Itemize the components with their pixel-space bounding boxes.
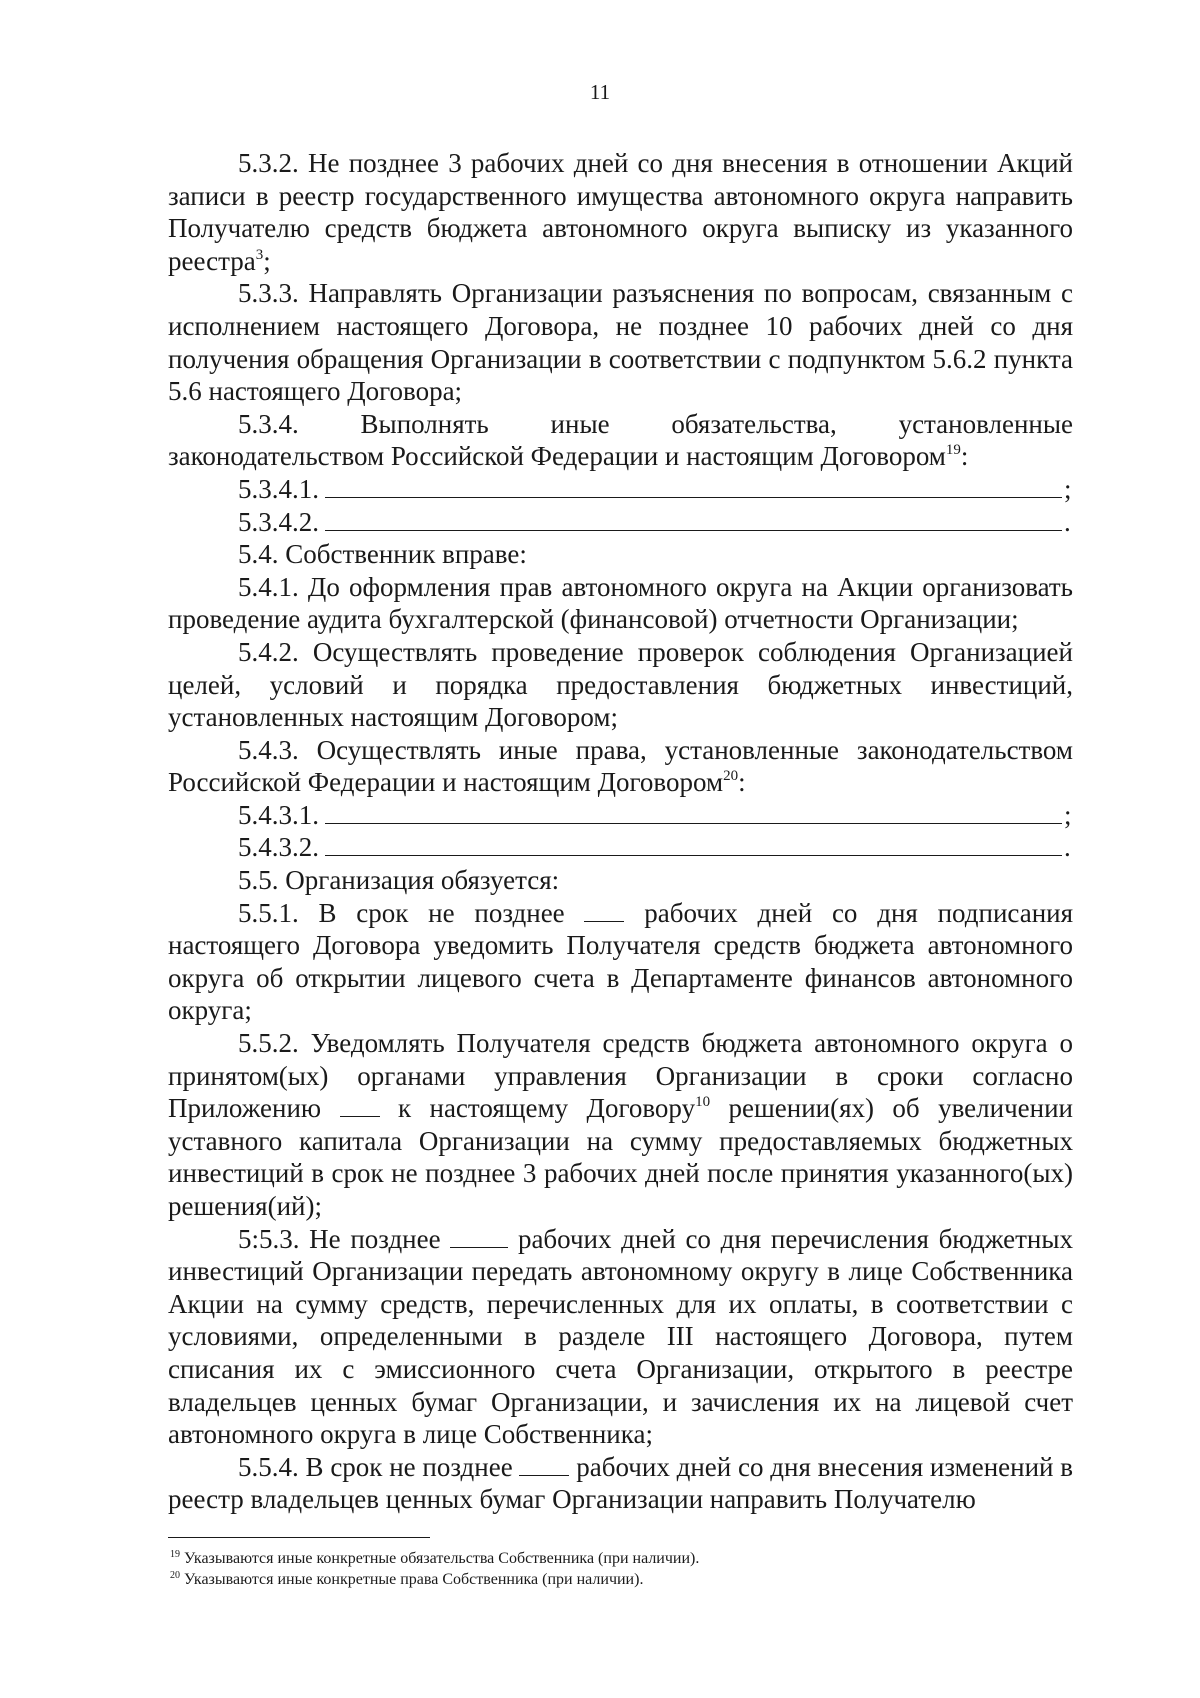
paragraph-5-5: 5.5. Организация обязуется: [238,865,560,896]
paragraph-text: 5:5.3. Не позднее [238,1223,441,1254]
blank-line [584,901,624,922]
paragraph-5-4-1: 5.4.1. До оформления прав автономного округа на Акции организовать проведение аудита бухгалтерской (финансовой) отчетности Организации; [168,571,1073,635]
footnote-ref: 3 [255,246,264,263]
paragraph-5-3-2 [168,147,1073,277]
punctuation: : [960,441,969,472]
paragraph-text: 5.4.3. Осуществлять иные права, установленные законодательством Российской Федерации и настоящим Договором [168,734,1073,798]
punctuation: ; [1064,799,1072,830]
paragraph-text: 5.5.2. Уведомлять Получателя средств бюджета автономного округа о принятом(ых) органами управления Организации в сроки согласно Приложению [168,1028,1073,1124]
footnote-20 [170,1569,1070,1590]
paragraph-text: рабочих дней со дня подписания настоящего Договора уведомить Получателя средств бюджета автономного округа об открытии лицевого счета в Департаменте финансов автономного округа; [168,897,1074,1026]
paragraph-5-4-3 [168,734,1073,799]
paragraph-text: к настоящему Договору [397,1093,696,1124]
paragraph-text: рабочих дней со дня перечисления бюджетных инвестиций Организации передать автономному округу в лице Собственника Акции на сумму средств, перечисленных для их оплаты, в соответствии с условиями, определенными в разделе III настоящего Договора, путем списания их с эмиссионного счета Организации, открытого в реестре владельцев ценных бумаг Организации, и зачисления их на лицевой счет автономного округа в лице Собственника; [168,1223,1074,1450]
document-body [168,147,1073,1516]
footnotes [170,1548,1070,1590]
punctuation: . [1064,832,1071,863]
footnote-text: Указываются иные конкретные обязательства Собственника (при наличии). [184,1550,700,1567]
item-number: 5.4.3.1. [238,799,319,830]
fill-line-5-4-3-1 [168,799,1073,832]
paragraph-text: 5.5.4. В срок не позднее [238,1451,513,1482]
footnote-ref: 10 [695,1094,711,1111]
blank-line [325,833,1062,856]
footnote-number: 20 [170,1570,180,1581]
paragraph-text: рабочих дней со дня внесения изменений в реестр владельцев ценных бумаг Организации направить Получателю [168,1451,1074,1515]
punctuation: ; [1064,473,1072,504]
paragraph-5-3-4 [168,408,1073,473]
paragraph-text: 5.5.1. В срок не позднее [238,897,565,928]
item-number: 5.3.4.2. [238,506,319,537]
paragraph-text: 5.3.2. Не позднее 3 рабочих дней со дня внесения в отношении Акций записи в реестр государственного имущества автономного округа направить Получателю средств бюджета автономного округа выписку из указанного реестра [168,148,1073,276]
item-number: 5.4.3.2. [238,832,319,863]
punctuation: : [738,767,746,798]
blank-line [340,1096,380,1117]
paragraph-5-5-1 [168,897,1073,1027]
punctuation: . [1064,506,1071,537]
footnote-19 [170,1548,1070,1569]
fill-line-5-3-4-2 [168,506,1073,539]
blank-line [325,475,1062,498]
blank-line [450,1227,508,1248]
footnote-separator [168,1537,430,1538]
punctuation: ; [263,245,271,276]
paragraph-5-5-2 [168,1027,1073,1223]
page-number: 11 [589,80,611,104]
blank-line [325,508,1062,531]
fill-line-5-3-4-1 [168,473,1073,506]
fill-line-5-4-3-2 [168,831,1073,864]
blank-line [325,801,1062,824]
footnote-ref: 20 [723,768,739,785]
paragraph-5-5-3 [168,1223,1073,1451]
paragraph-5-4: 5.4. Собственник вправе: [238,539,527,570]
paragraph-5-5-4 [168,1451,1073,1516]
blank-line [519,1455,569,1476]
item-number: 5.3.4.1. [238,473,319,504]
footnote-number: 19 [170,1549,180,1560]
paragraph-text: решении(ях) об увеличении уставного капитала Организации на сумму предоставляемых бюджетных инвестиций в срок не позднее 3 рабочих дней после принятия указанного(ых) решения(ий); [168,1093,1073,1221]
footnote-ref: 19 [945,442,961,459]
paragraph-5-3-3: 5.3.3. Направлять Организации разъяснения по вопросам, связанным с исполнением настоящего Договора, не позднее 10 рабочих дней со дня получения обращения Организации в соответствии с подпунктом 5.6.2 пункта 5.6 настоящего Договора; [168,278,1073,407]
paragraph-5-4-2: 5.4.2. Осуществлять проведение проверок соблюдения Организацией целей, условий и порядка предоставления бюджетных инвестиций, установленных настоящим Договором; [168,636,1073,733]
paragraph-text: 5.3.4. Выполнять иные обязательства, установленные законодательством Российской Федерации и настоящим Договором [168,408,1073,472]
footnote-text: Указываются иные конкретные права Собственника (при наличии). [184,1571,644,1588]
